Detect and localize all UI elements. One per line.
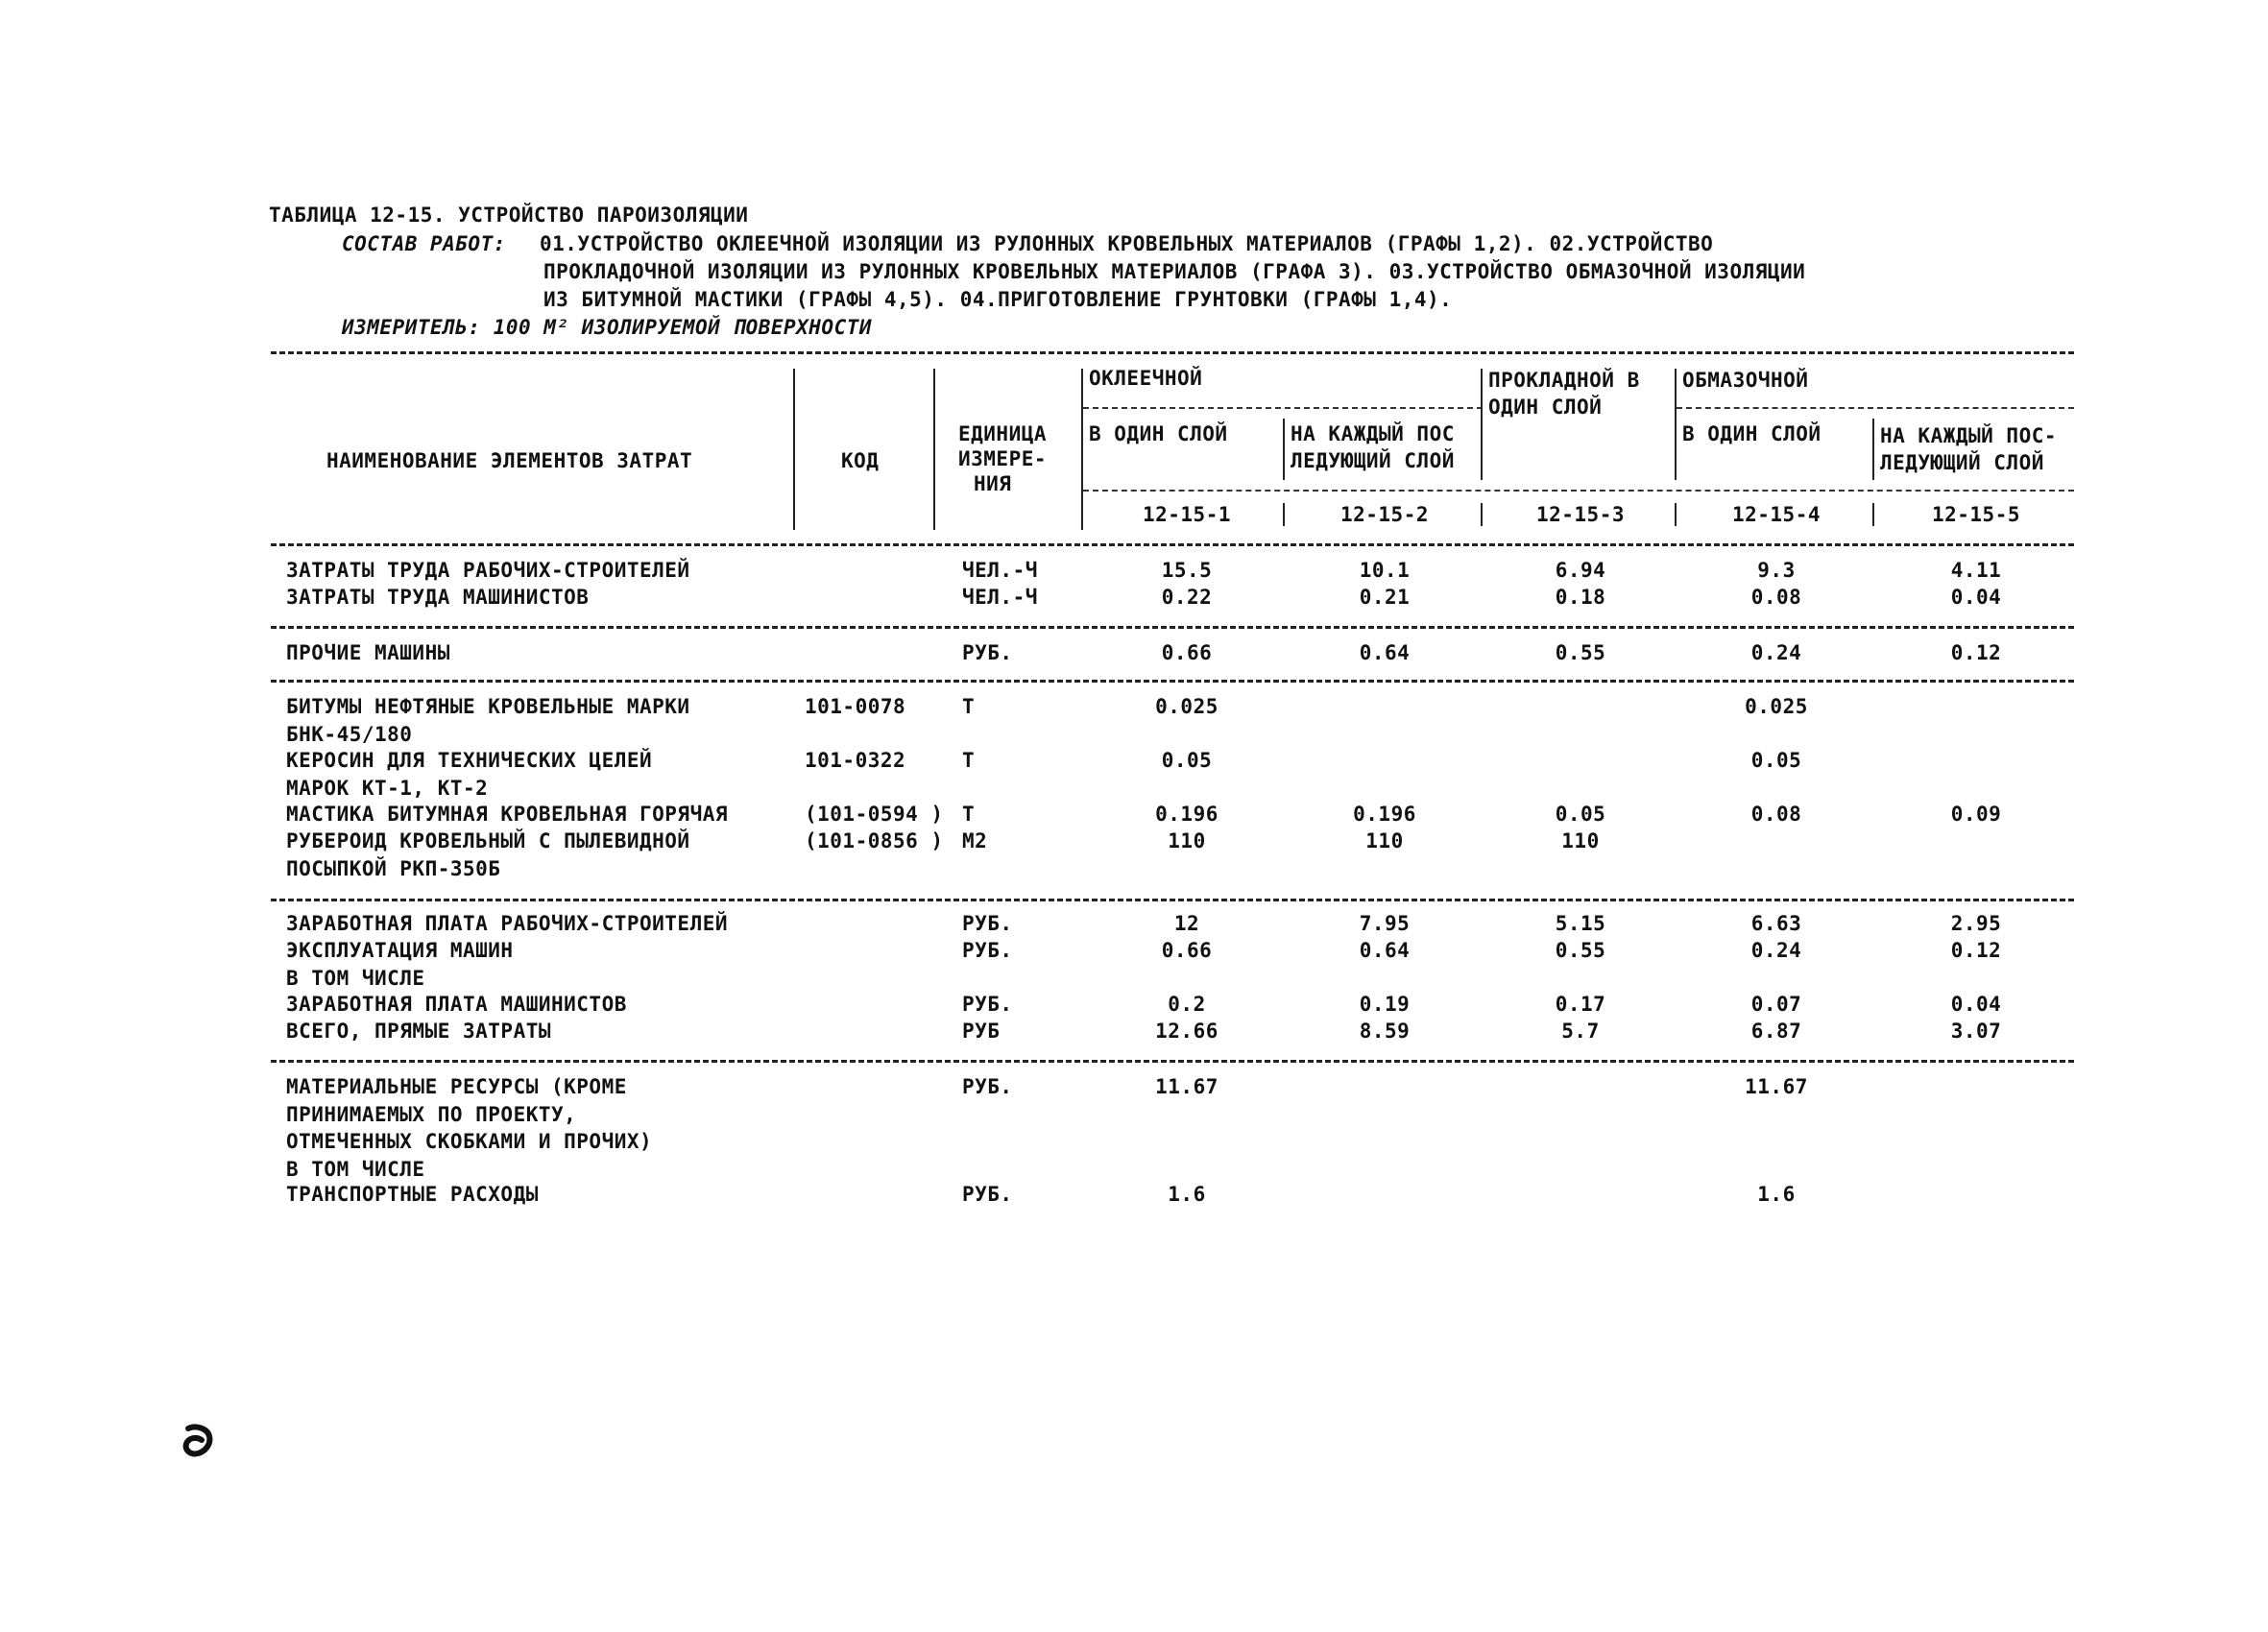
row-value: 4.11	[1950, 559, 2002, 582]
table-title: ТАБЛИЦА 12-15. УСТРОЙСТВО ПАРОИЗОЛЯЦИИ	[269, 204, 749, 227]
row-name: ПРИНИМАЕМЫХ ПО ПРОЕКТУ,	[286, 1102, 577, 1126]
row-value: 0.24	[1750, 939, 1802, 962]
section-rule	[271, 680, 2074, 683]
row-value: 0.24	[1750, 641, 1802, 664]
row-value: 0.64	[1359, 641, 1411, 664]
header-unit-line-2: ИЗМЕРЕ-	[958, 447, 1048, 470]
row-value: 0.025	[1745, 695, 1808, 718]
row-value: 9.3	[1757, 559, 1796, 582]
row-name: БИТУМЫ НЕФТЯНЫЕ КРОВЕЛЬНЫЕ МАРКИ	[286, 695, 690, 718]
row-value: 1.6	[1168, 1183, 1206, 1206]
row-value: 0.04	[1950, 993, 2002, 1016]
work-line-1: 01.УСТРОЙСТВО ОКЛЕЕЧНОЙ ИЗОЛЯЦИИ ИЗ РУЛОННЫХ КРОВЕЛЬНЫХ МАТЕРИАЛОВ (ГРАФЫ 1,2). 02.УСТРОЙСТВО	[540, 232, 1714, 255]
header-sub-5-line-1: НА КАЖДЫЙ ПОС-	[1880, 424, 2058, 447]
row-name: ЗАРАБОТНАЯ ПЛАТА РАБОЧИХ-СТРОИТЕЛЕЙ	[286, 912, 729, 935]
row-unit: Т	[962, 695, 976, 718]
row-name: МАСТИКА БИТУМНАЯ КРОВЕЛЬНАЯ ГОРЯЧАЯ	[286, 803, 729, 826]
row-name: ЗАРАБОТНАЯ ПЛАТА МАШИНИСТОВ	[286, 993, 627, 1016]
header-group-obmazochnoi: ОБМАЗОЧНОЙ	[1682, 369, 1809, 392]
work-composition-label: СОСТАВ РАБОТ:	[342, 232, 506, 255]
header-group-prokladnoi-1: ПРОКЛАДНОЙ В	[1488, 369, 1640, 392]
row-name: ЭКСПЛУАТАЦИЯ МАШИН	[286, 939, 514, 962]
row-value: 6.63	[1750, 912, 1802, 935]
row-name: ВСЕГО, ПРЯМЫЕ ЗАТРАТЫ	[286, 1020, 552, 1043]
row-value: 0.05	[1750, 749, 1802, 772]
row-value: 0.55	[1555, 939, 1606, 962]
row-name: МАТЕРИАЛЬНЫЕ РЕСУРСЫ (КРОМЕ	[286, 1075, 627, 1098]
header-divider	[1283, 419, 1285, 480]
row-name: ЗАТРАТЫ ТРУДА МАШИНИСТОВ	[286, 586, 590, 609]
row-value: 0.08	[1750, 586, 1802, 609]
row-name: МАРОК КТ-1, КТ-2	[286, 776, 489, 800]
page-mark-icon	[182, 1423, 215, 1457]
row-name: РУБЕРОИД КРОВЕЛЬНЫЙ С ПЫЛЕВИДНОЙ	[286, 829, 690, 852]
row-value: 12	[1173, 912, 1200, 935]
codes-rule	[1083, 490, 2074, 492]
row-name: ТРАНСПОРТНЫЕ РАСХОДЫ	[286, 1183, 539, 1206]
row-value: 0.196	[1353, 803, 1416, 826]
header-divider	[933, 369, 935, 530]
row-value: 0.19	[1359, 993, 1411, 1016]
row-unit: РУБ.	[962, 912, 1013, 935]
row-code: 101-0078	[805, 695, 906, 718]
row-value: 0.05	[1161, 749, 1213, 772]
header-divider	[1081, 369, 1083, 530]
header-divider	[793, 369, 795, 530]
row-value: 0.66	[1161, 939, 1213, 962]
header-divider	[1481, 369, 1483, 480]
row-unit: РУБ.	[962, 641, 1013, 664]
row-code: (101-0856 )	[805, 829, 944, 852]
row-unit: Т	[962, 803, 976, 826]
row-name: ПРОЧИЕ МАШИНЫ	[286, 641, 450, 664]
row-name: КЕРОСИН ДЛЯ ТЕХНИЧЕСКИХ ЦЕЛЕЙ	[286, 749, 653, 772]
col-code-1: 12-15-1	[1142, 503, 1231, 526]
row-value: 0.08	[1750, 803, 1802, 826]
col-code-3: 12-15-3	[1535, 503, 1625, 526]
row-unit: РУБ	[962, 1020, 1001, 1043]
row-value: 0.025	[1155, 695, 1218, 718]
row-value: 8.59	[1359, 1020, 1411, 1043]
section-rule	[271, 899, 2074, 901]
row-value: 0.66	[1161, 641, 1213, 664]
work-line-2: ПРОКЛАДОЧНОЙ ИЗОЛЯЦИИ ИЗ РУЛОННЫХ КРОВЕЛЬНЫХ МАТЕРИАЛОВ (ГРАФА 3). 03.УСТРОЙСТВО ОБМАЗОЧНОЙ ИЗОЛЯЦИИ	[543, 260, 1806, 283]
row-unit: ЧЕЛ.-Ч	[962, 586, 1038, 609]
row-unit: РУБ.	[962, 993, 1013, 1016]
row-value: 0.12	[1950, 939, 2002, 962]
row-value: 3.07	[1950, 1020, 2002, 1043]
row-value: 2.95	[1950, 912, 2002, 935]
col-code-5: 12-15-5	[1931, 503, 2020, 526]
row-unit: РУБ.	[962, 1183, 1013, 1206]
row-value: 0.17	[1555, 993, 1606, 1016]
row-unit: Т	[962, 749, 976, 772]
group1-rule	[1083, 407, 1483, 409]
header-sub-2-line-1: НА КАЖДЫЙ ПОС	[1291, 422, 1455, 445]
row-value: 110	[1168, 829, 1206, 852]
row-value: 6.94	[1555, 559, 1606, 582]
row-name: ПОСЫПКОЙ РКП-350Б	[286, 856, 501, 880]
row-unit: ЧЕЛ.-Ч	[962, 559, 1038, 582]
row-value: 10.1	[1359, 559, 1411, 582]
row-unit: РУБ.	[962, 1075, 1013, 1098]
work-line-3: ИЗ БИТУМНОЙ МАСТИКИ (ГРАФЫ 4,5). 04.ПРИГОТОВЛЕНИЕ ГРУНТОВКИ (ГРАФЫ 1,4).	[543, 288, 1453, 311]
col-code-2: 12-15-2	[1339, 503, 1429, 526]
row-value: 1.6	[1757, 1183, 1796, 1206]
row-value: 0.18	[1555, 586, 1606, 609]
header-divider	[1481, 503, 1483, 526]
row-name: ЗАТРАТЫ ТРУДА РАБОЧИХ-СТРОИТЕЛЕЙ	[286, 559, 690, 582]
row-value: 0.55	[1555, 641, 1606, 664]
row-value: 0.64	[1359, 939, 1411, 962]
row-name: В ТОМ ЧИСЛЕ	[286, 1157, 425, 1181]
row-name: ОТМЕЧЕННЫХ СКОБКАМИ И ПРОЧИХ)	[286, 1130, 653, 1153]
header-unit-line-3: НИЯ	[974, 472, 1012, 495]
row-value: 0.09	[1950, 803, 2002, 826]
header-divider	[1675, 503, 1677, 526]
row-code: 101-0322	[805, 749, 906, 772]
header-sub-1: В ОДИН СЛОЙ	[1089, 422, 1228, 445]
row-value: 0.07	[1750, 993, 1802, 1016]
header-bottom-rule	[271, 543, 2074, 546]
row-value: 0.22	[1161, 586, 1213, 609]
row-value: 12.66	[1155, 1020, 1218, 1043]
header-divider	[1872, 503, 1874, 526]
row-value: 11.67	[1745, 1075, 1808, 1098]
row-unit: РУБ.	[962, 939, 1013, 962]
row-value: 0.12	[1950, 641, 2002, 664]
row-value: 5.15	[1555, 912, 1606, 935]
header-divider	[1872, 419, 1874, 480]
header-name-col: НАИМЕНОВАНИЕ ЭЛЕМЕНТОВ ЗАТРАТ	[326, 449, 693, 472]
measure-unit: ИЗМЕРИТЕЛЬ: 100 М² ИЗОЛИРУЕМОЙ ПОВЕРХНОСТИ	[342, 316, 873, 339]
row-value: 0.196	[1155, 803, 1218, 826]
header-divider	[1283, 503, 1285, 526]
row-name: БНК-45/180	[286, 722, 413, 746]
row-value: 110	[1365, 829, 1404, 852]
group3-rule	[1677, 407, 2074, 409]
header-code-col: КОД	[841, 449, 880, 472]
header-group-okleechnoi: ОКЛЕЕЧНОЙ	[1089, 367, 1203, 390]
col-code-4: 12-15-4	[1731, 503, 1821, 526]
header-divider	[1675, 369, 1677, 480]
row-value: 0.05	[1555, 803, 1606, 826]
header-sub-4: В ОДИН СЛОЙ	[1682, 422, 1822, 445]
row-value: 6.87	[1750, 1020, 1802, 1043]
header-group-prokladnoi-2: ОДИН СЛОЙ	[1488, 396, 1603, 419]
row-unit: М2	[962, 829, 988, 852]
row-value: 0.21	[1359, 586, 1411, 609]
row-value: 15.5	[1161, 559, 1213, 582]
row-name: В ТОМ ЧИСЛЕ	[286, 966, 425, 990]
row-code: (101-0594 )	[805, 803, 944, 826]
row-value: 0.2	[1168, 993, 1206, 1016]
row-value: 7.95	[1359, 912, 1411, 935]
row-value: 11.67	[1155, 1075, 1218, 1098]
header-top-rule	[271, 351, 2074, 354]
row-value: 0.04	[1950, 586, 2002, 609]
header-unit-line-1: ЕДИНИЦА	[958, 422, 1048, 445]
header-sub-5-line-2: ЛЕДУЮЩИЙ СЛОЙ	[1880, 451, 2044, 474]
header-sub-2-line-2: ЛЕДУЮЩИЙ СЛОЙ	[1291, 449, 1455, 472]
row-value: 110	[1561, 829, 1600, 852]
section-rule	[271, 1060, 2074, 1063]
section-rule	[271, 626, 2074, 629]
row-value: 5.7	[1561, 1020, 1600, 1043]
